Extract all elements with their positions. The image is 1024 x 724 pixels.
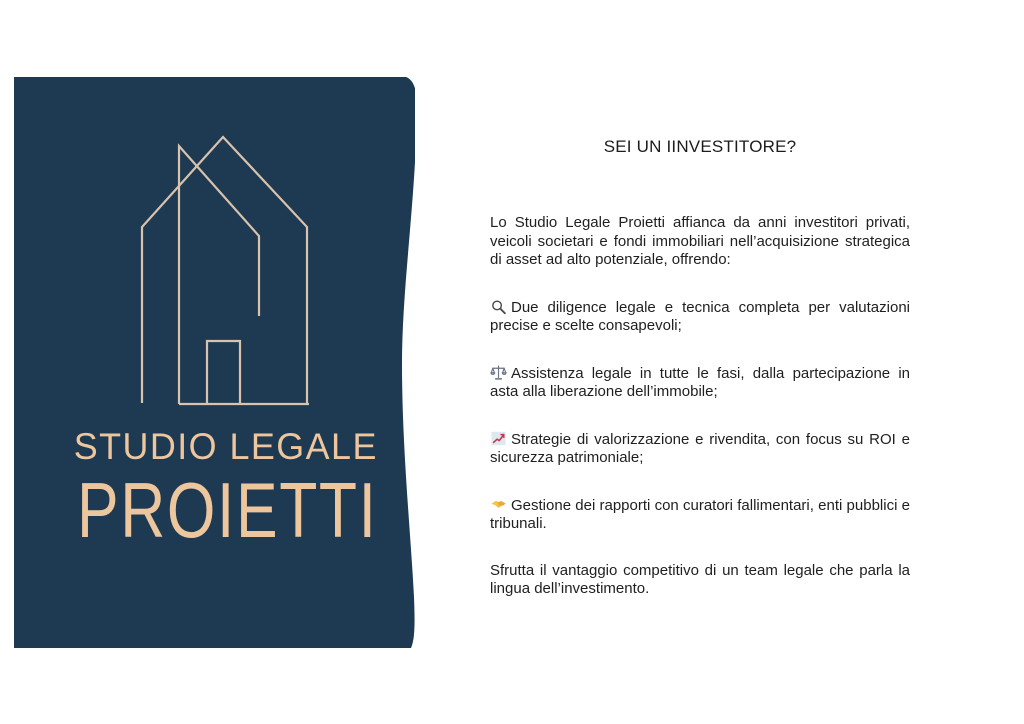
brand-name-line1: STUDIO LEGALE [73, 426, 378, 467]
magnifier-icon [490, 298, 507, 315]
bullet-text: Due diligence legale e tecnica completa per valutazioni precise e scelte consapevoli; [490, 298, 910, 334]
bullet-text: Strategie di valorizzazione e rivendita, con focus su ROI e sicurezza patrimoniale; [490, 430, 910, 466]
handshake-icon [490, 496, 507, 513]
chart-increasing-icon [490, 430, 507, 447]
brand-panel-shape [14, 77, 415, 648]
intro-paragraph [490, 214, 910, 270]
bullet-due-diligence [490, 298, 910, 336]
bullet-gestione-rapporti [490, 496, 910, 534]
brand-name-line2: PROIETTI [77, 466, 378, 554]
bullet-text: Gestione dei rapporti con curatori fallimentari, enti pubblici e tribunali. [490, 496, 910, 532]
bullet-text: Assistenza legale in tutte le fasi, dalla partecipazione in asta alla liberazione dell’immobile; [490, 364, 910, 400]
intro-text: Lo Studio Legale Proietti affianca da anni investitori privati, veicoli societari e fondi immobiliari nell’acquisizione strategica di asset ad alto potenziale, offrendo: [490, 214, 910, 268]
bullet-assistenza-legale [490, 364, 910, 402]
closing-text: Sfrutta il vantaggio competitivo di un team legale che parla la lingua dell’investimento. [490, 561, 910, 597]
bullet-strategie [490, 430, 910, 468]
scales-icon [490, 364, 507, 381]
closing-paragraph [490, 562, 910, 599]
page-title: SEI UN IINVESTITORE? [603, 137, 797, 156]
content-column [490, 137, 910, 599]
brand-panel [14, 77, 415, 648]
